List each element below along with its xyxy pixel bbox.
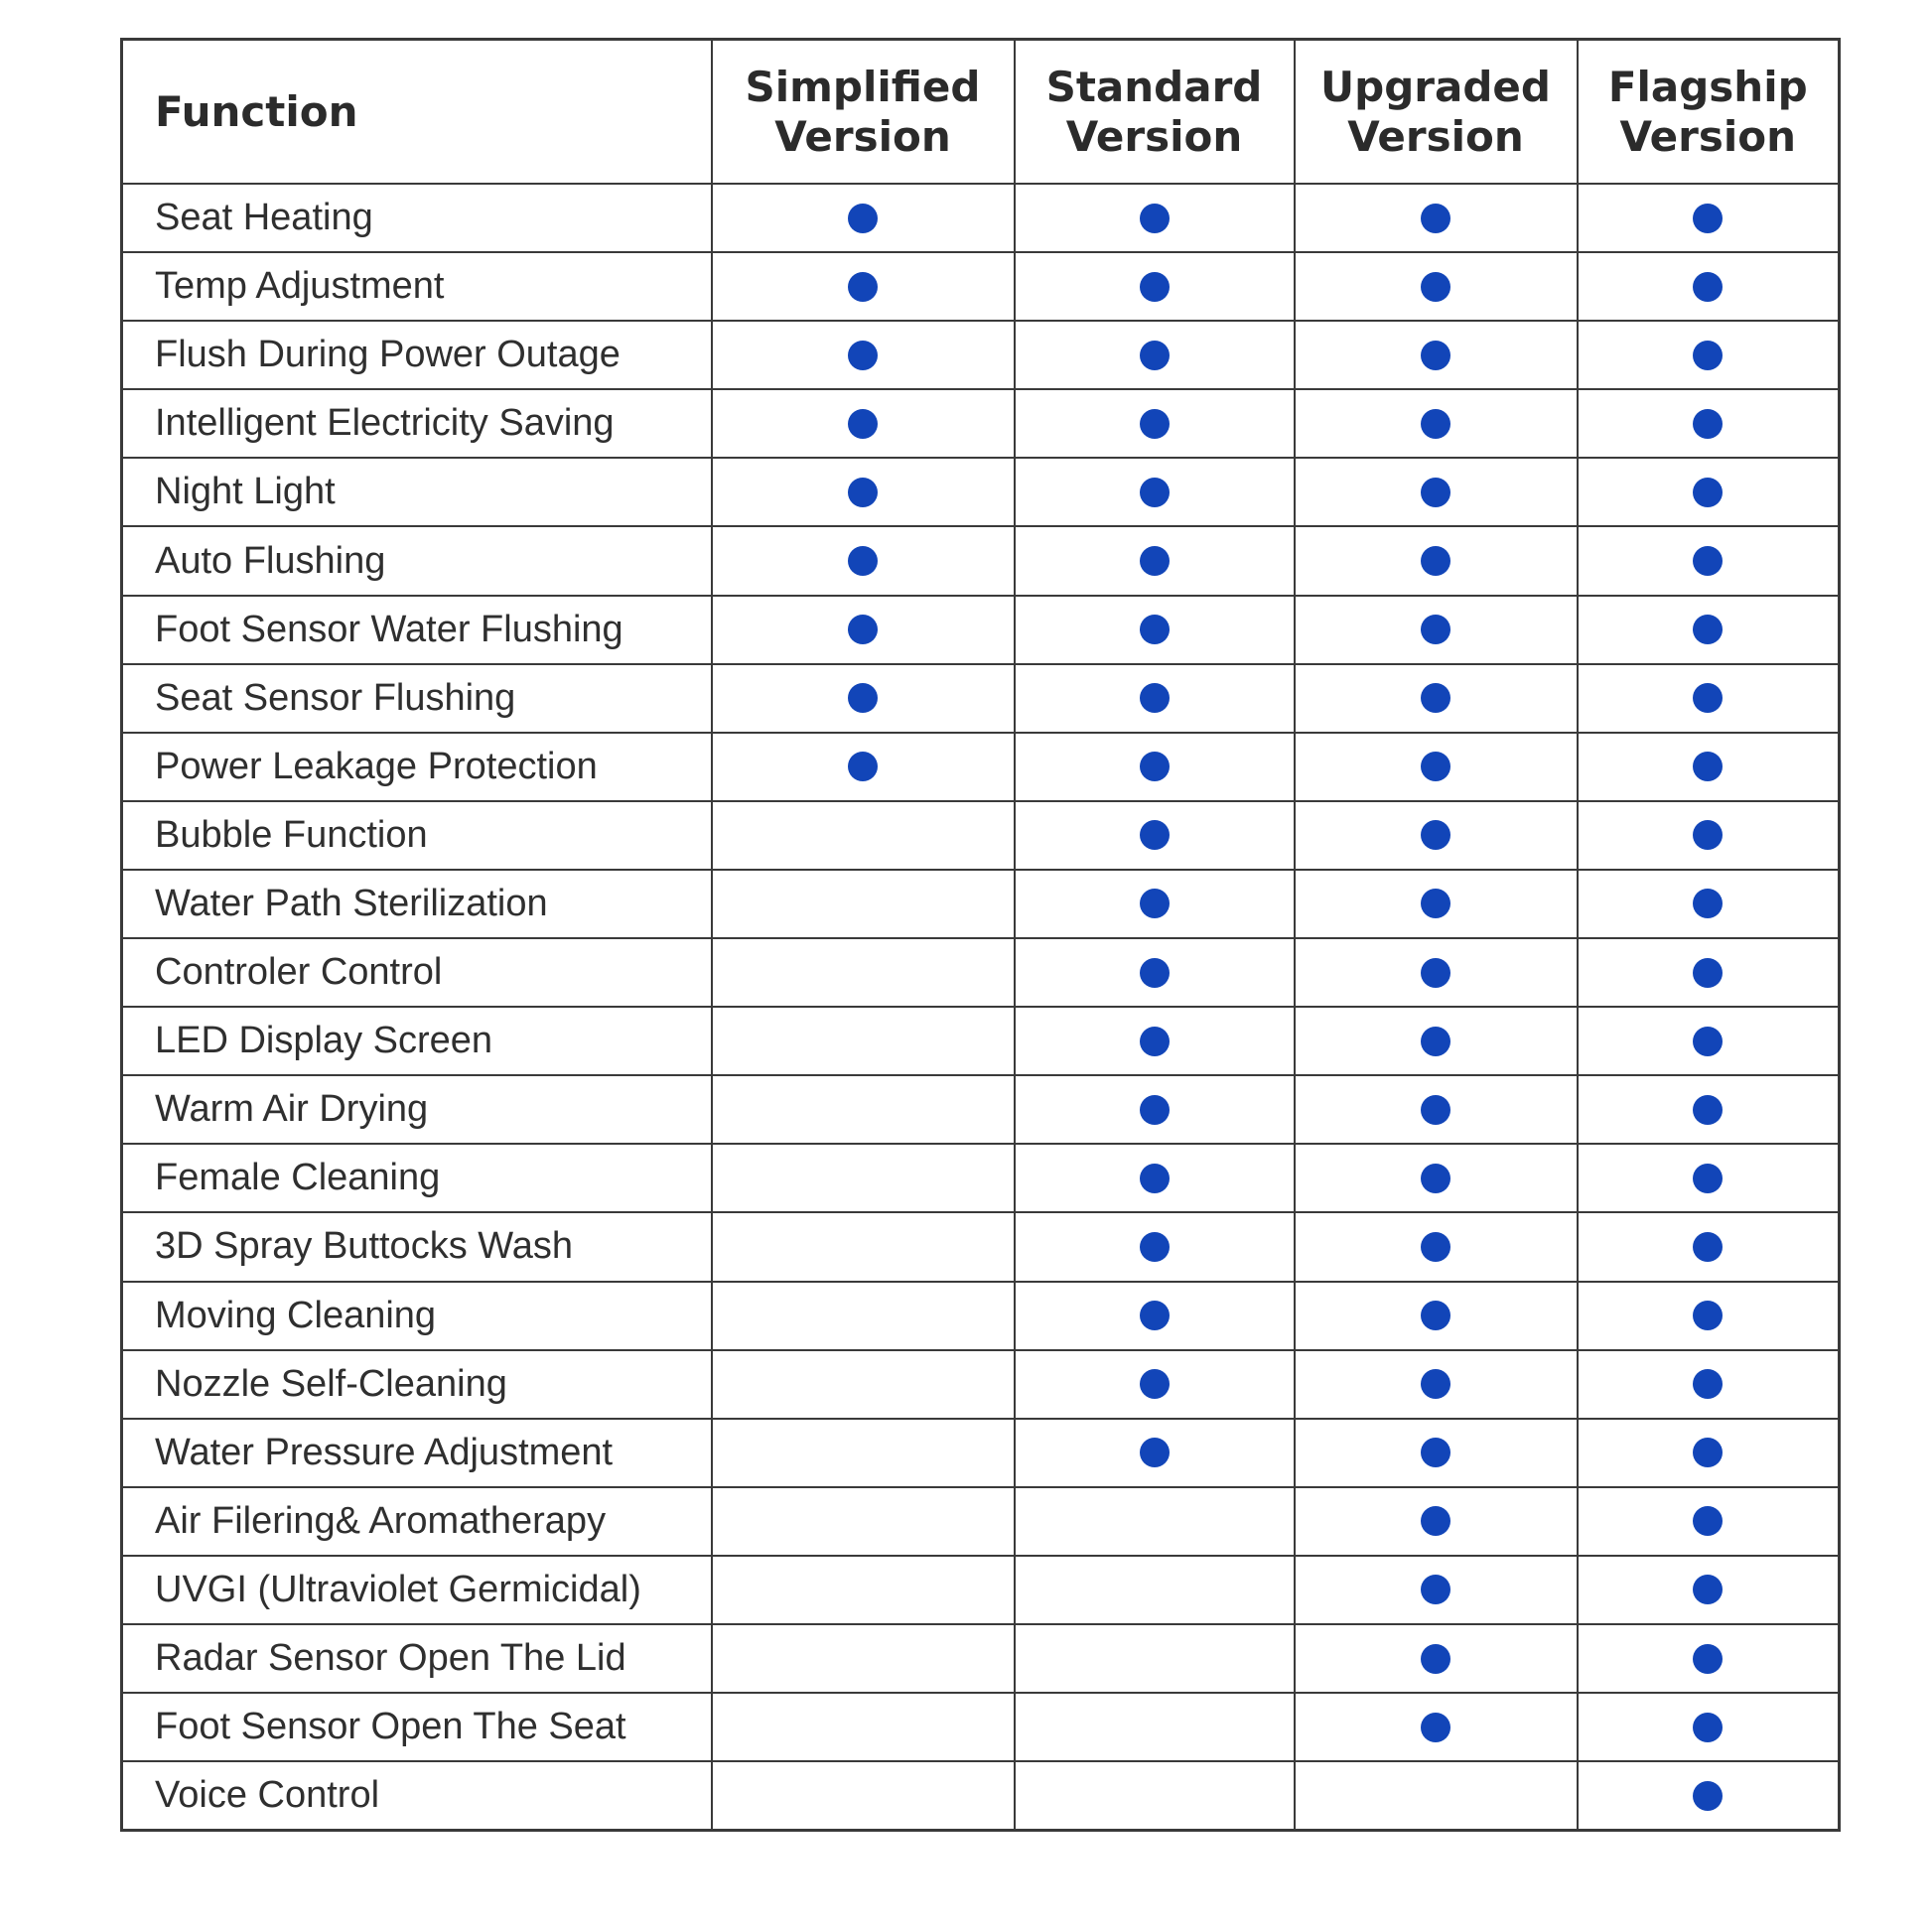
included-dot-icon [1693,1781,1723,1811]
table-row [122,1212,1840,1281]
table-row [122,1693,1840,1761]
column-header-simplified [712,40,1015,185]
feature-cell [712,458,1015,526]
feature-cell [1295,389,1578,458]
feature-cell [1578,1350,1840,1419]
included-dot-icon [1693,1301,1723,1330]
included-dot-icon [1140,1232,1170,1262]
included-dot-icon [1693,478,1723,507]
table-row [122,184,1840,252]
feature-cell [1015,1144,1295,1212]
column-header-line: Version [1619,111,1797,161]
column-header-line: Version [1347,111,1524,161]
header-row [122,40,1840,185]
feature-cell [1578,596,1840,664]
included-dot-icon [1421,1438,1450,1467]
feature-cell [1015,596,1295,664]
included-dot-icon [1693,409,1723,439]
feature-cell [1295,1624,1578,1693]
feature-cell [1295,1487,1578,1556]
feature-cell [712,389,1015,458]
included-dot-icon [1693,958,1723,988]
table-row [122,389,1840,458]
feature-cell [1578,184,1840,252]
feature-cell [1295,664,1578,733]
feature-cell [1578,1212,1840,1281]
included-dot-icon [1421,889,1450,918]
table-body [122,184,1840,1831]
included-dot-icon [1421,958,1450,988]
feature-cell [1295,1212,1578,1281]
feature-cell [1015,321,1295,389]
included-dot-icon [1140,546,1170,576]
feature-cell [1578,1282,1840,1350]
feature-cell [1578,801,1840,870]
included-dot-icon [1140,889,1170,918]
function-name: Foot Sensor Water Flushing [122,596,712,664]
table-row [122,596,1840,664]
column-header-line: Upgraded [1320,62,1551,111]
feature-cell [1015,1624,1295,1693]
table-row [122,801,1840,870]
function-name: Seat Sensor Flushing [122,664,712,733]
table-row [122,1075,1840,1144]
included-dot-icon [1140,1027,1170,1056]
included-dot-icon [1140,272,1170,302]
included-dot-icon [1140,958,1170,988]
feature-cell [1578,664,1840,733]
function-name: Nozzle Self-Cleaning [122,1350,712,1419]
function-name: 3D Spray Buttocks Wash [122,1212,712,1281]
feature-cell [712,1144,1015,1212]
function-name: Air Filering& Aromatherapy [122,1487,712,1556]
function-name: Moving Cleaning [122,1282,712,1350]
included-dot-icon [1421,1027,1450,1056]
included-dot-icon [848,272,878,302]
included-dot-icon [1693,889,1723,918]
included-dot-icon [848,341,878,370]
feature-cell [1015,1761,1295,1831]
feature-cell [1015,389,1295,458]
column-header-line: Version [774,111,951,161]
function-name: Female Cleaning [122,1144,712,1212]
included-dot-icon [1693,1438,1723,1467]
included-dot-icon [1140,820,1170,850]
included-dot-icon [1421,1506,1450,1536]
feature-cell [1295,1350,1578,1419]
feature-cell [712,1556,1015,1624]
feature-cell [1295,1419,1578,1487]
feature-cell [712,596,1015,664]
feature-cell [712,1624,1015,1693]
feature-cell [1295,938,1578,1007]
feature-cell [1578,389,1840,458]
feature-cell [1578,252,1840,321]
table-row [122,1556,1840,1624]
included-dot-icon [848,683,878,713]
feature-cell [1295,321,1578,389]
feature-cell [1295,526,1578,595]
included-dot-icon [1693,820,1723,850]
feature-cell [1015,664,1295,733]
feature-cell [1578,1487,1840,1556]
included-dot-icon [1421,1232,1450,1262]
feature-cell [712,1693,1015,1761]
feature-cell [1015,1007,1295,1075]
feature-cell [712,1761,1015,1831]
table-row [122,321,1840,389]
comparison-table [120,38,1841,1832]
function-name: Bubble Function [122,801,712,870]
function-name: Night Light [122,458,712,526]
included-dot-icon [848,615,878,644]
feature-cell [1015,1212,1295,1281]
included-dot-icon [1140,1369,1170,1399]
function-name: Seat Heating [122,184,712,252]
feature-cell [1578,1144,1840,1212]
function-name: Flush During Power Outage [122,321,712,389]
column-header-upgraded [1295,40,1578,185]
feature-cell [1295,733,1578,801]
included-dot-icon [1140,1095,1170,1125]
included-dot-icon [1693,1164,1723,1193]
table-row [122,458,1840,526]
included-dot-icon [1140,1438,1170,1467]
included-dot-icon [1140,478,1170,507]
feature-cell [1015,938,1295,1007]
feature-cell [1295,596,1578,664]
feature-cell [1015,1350,1295,1419]
feature-cell [712,870,1015,938]
feature-cell [1015,184,1295,252]
table-row [122,1419,1840,1487]
included-dot-icon [1693,1713,1723,1742]
included-dot-icon [1693,1027,1723,1056]
included-dot-icon [1421,615,1450,644]
table-row [122,938,1840,1007]
included-dot-icon [1140,409,1170,439]
included-dot-icon [848,546,878,576]
column-header-line: Flagship [1607,62,1808,111]
feature-cell [712,664,1015,733]
feature-cell [1295,870,1578,938]
table-row [122,1487,1840,1556]
feature-cell [712,1075,1015,1144]
included-dot-icon [1693,615,1723,644]
included-dot-icon [1140,615,1170,644]
included-dot-icon [848,409,878,439]
table-row [122,870,1840,938]
feature-cell [712,1487,1015,1556]
included-dot-icon [1140,204,1170,233]
included-dot-icon [1693,1575,1723,1604]
feature-cell [1578,733,1840,801]
included-dot-icon [1421,341,1450,370]
feature-cell [1015,870,1295,938]
feature-cell [1578,1419,1840,1487]
included-dot-icon [1693,1506,1723,1536]
included-dot-icon [1421,204,1450,233]
feature-cell [712,1350,1015,1419]
included-dot-icon [1693,1369,1723,1399]
feature-cell [712,1419,1015,1487]
table-row [122,1282,1840,1350]
feature-cell [1295,801,1578,870]
feature-cell [1578,938,1840,1007]
column-header-line: Version [1065,111,1243,161]
function-name: Auto Flushing [122,526,712,595]
feature-cell [1015,1282,1295,1350]
column-header-line: Simplified [745,62,981,111]
feature-cell [1295,1144,1578,1212]
included-dot-icon [1421,409,1450,439]
table-row [122,1624,1840,1693]
feature-cell [1015,1556,1295,1624]
included-dot-icon [1421,1713,1450,1742]
feature-cell [712,1212,1015,1281]
included-dot-icon [1140,1301,1170,1330]
feature-cell [1015,733,1295,801]
included-dot-icon [1421,1301,1450,1330]
feature-cell [1015,252,1295,321]
included-dot-icon [1421,1575,1450,1604]
feature-cell [1578,1624,1840,1693]
feature-cell [1295,252,1578,321]
included-dot-icon [1693,204,1723,233]
feature-cell [1578,321,1840,389]
table-row [122,1007,1840,1075]
feature-cell [1295,184,1578,252]
feature-cell [1295,458,1578,526]
table-row [122,1350,1840,1419]
function-name: UVGI (Ultraviolet Germicidal) [122,1556,712,1624]
feature-cell [712,526,1015,595]
feature-cell [1015,1487,1295,1556]
included-dot-icon [1693,683,1723,713]
function-name: Power Leakage Protection [122,733,712,801]
included-dot-icon [1421,752,1450,781]
table-row [122,1144,1840,1212]
table-row [122,252,1840,321]
feature-cell [712,801,1015,870]
included-dot-icon [848,478,878,507]
included-dot-icon [1140,1164,1170,1193]
feature-cell [1295,1282,1578,1350]
feature-cell [1295,1693,1578,1761]
feature-cell [1015,458,1295,526]
included-dot-icon [1421,1644,1450,1674]
feature-cell [712,938,1015,1007]
function-name: Water Path Sterilization [122,870,712,938]
function-name: Voice Control [122,1761,712,1831]
included-dot-icon [1421,272,1450,302]
feature-cell [712,1007,1015,1075]
included-dot-icon [1693,1644,1723,1674]
feature-cell [1015,1693,1295,1761]
included-dot-icon [1693,1095,1723,1125]
column-header-flagship [1578,40,1840,185]
feature-cell [1295,1075,1578,1144]
included-dot-icon [1421,1095,1450,1125]
feature-cell [1578,1761,1840,1831]
feature-cell [712,733,1015,801]
included-dot-icon [1693,272,1723,302]
included-dot-icon [848,204,878,233]
included-dot-icon [1693,1232,1723,1262]
feature-cell [1295,1556,1578,1624]
table-row [122,526,1840,595]
function-name: Radar Sensor Open The Lid [122,1624,712,1693]
feature-cell [1015,1419,1295,1487]
table-row [122,664,1840,733]
feature-cell [1015,801,1295,870]
included-dot-icon [1421,1369,1450,1399]
feature-cell [1578,1075,1840,1144]
included-dot-icon [1421,683,1450,713]
feature-cell [712,184,1015,252]
function-name: Foot Sensor Open The Seat [122,1693,712,1761]
column-header-line: Standard [1045,62,1263,111]
function-name: Water Pressure Adjustment [122,1419,712,1487]
column-header-standard [1015,40,1295,185]
function-header: Function [122,40,712,185]
feature-cell [1578,526,1840,595]
feature-cell [712,252,1015,321]
feature-cell [1578,458,1840,526]
included-dot-icon [1693,341,1723,370]
included-dot-icon [1693,752,1723,781]
table-row [122,1761,1840,1831]
included-dot-icon [1421,1164,1450,1193]
function-name: Intelligent Electricity Saving [122,389,712,458]
feature-cell [1015,1075,1295,1144]
feature-cell [1578,1556,1840,1624]
function-name: LED Display Screen [122,1007,712,1075]
function-name: Controler Control [122,938,712,1007]
included-dot-icon [1693,546,1723,576]
feature-cell [1295,1007,1578,1075]
feature-cell [1578,1007,1840,1075]
included-dot-icon [1421,546,1450,576]
feature-cell [1578,1693,1840,1761]
feature-cell [1295,1761,1578,1831]
feature-cell [1578,870,1840,938]
included-dot-icon [1421,820,1450,850]
feature-cell [712,1282,1015,1350]
included-dot-icon [1140,683,1170,713]
included-dot-icon [848,752,878,781]
included-dot-icon [1140,752,1170,781]
function-name: Warm Air Drying [122,1075,712,1144]
table-row [122,733,1840,801]
included-dot-icon [1140,341,1170,370]
feature-cell [712,321,1015,389]
function-name: Temp Adjustment [122,252,712,321]
included-dot-icon [1421,478,1450,507]
feature-cell [1015,526,1295,595]
